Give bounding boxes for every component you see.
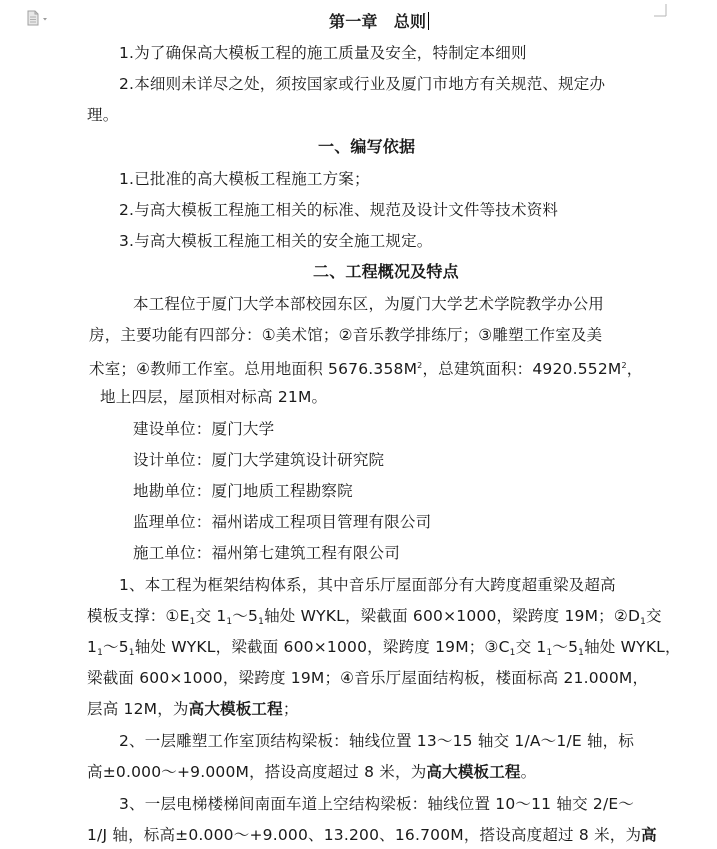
item-1-line-2: [87, 606, 662, 632]
overview-line-2: 房，主要功能有四部分：①美术馆；②音乐教学排练厅；③雕塑工作室及美: [89, 326, 603, 344]
chapter-title: [329, 12, 429, 32]
overview-land-area: 术室；④教师工作室。总用地面积 5676.358M: [89, 360, 418, 378]
punctuation: 。: [520, 763, 537, 781]
chapter-title-text: 第一章 总则: [329, 12, 427, 31]
unit-contractor: [133, 543, 400, 563]
subscript: 1: [546, 648, 553, 658]
unit-name: 厦门地质工程勘察院: [211, 482, 353, 500]
item-1-line-1: 1、本工程为框架结构体系，其中音乐厅屋面部分有大跨度超重梁及超高: [119, 576, 616, 594]
subscript: 1: [128, 648, 135, 658]
margin-corner-mark: [652, 2, 670, 20]
subscript: 1: [189, 617, 196, 627]
unit-role: 建设单位：: [133, 420, 212, 438]
unit-name: 福州诺成工程项目管理有限公司: [211, 513, 432, 531]
unit-design: [133, 450, 384, 470]
superscript: 2: [621, 361, 627, 370]
subscript: 1: [97, 648, 103, 658]
unit-construction-owner: [133, 419, 274, 439]
text-run: 层高 12M，为: [87, 700, 189, 718]
subscript: 1: [509, 648, 516, 658]
unit-survey: [133, 481, 353, 501]
text-run: ～5: [232, 607, 259, 625]
unit-role: 施工单位：: [133, 544, 212, 562]
unit-role: 地勘单位：: [133, 482, 212, 500]
paragraph-2-line-1: 2.本细则未详尽之处，须按国家或行业及厦门市地方有关规范、规定办: [119, 75, 606, 93]
item-2-line-2: [87, 762, 536, 782]
emphasis-text: 高: [641, 826, 657, 844]
emphasis-text: 高大模板工程: [426, 763, 521, 781]
unit-role: 设计单位：: [133, 451, 212, 469]
overview-line-1: 本工程位于厦门大学本部校园东区，为厦门大学艺术学院教学办公用: [133, 295, 605, 313]
item-1-line-4: 梁截面 600×1000，梁跨度 19M；④音乐厅屋面结构板，楼面标高 21.000M，: [87, 669, 649, 687]
item-3-line-2: [87, 825, 657, 845]
text-cursor: [428, 12, 429, 30]
text-run: 交 1: [515, 638, 547, 656]
overview-line-3: [89, 356, 643, 379]
subscript: 1: [226, 617, 233, 627]
basis-item-1: 1.已批准的高大模板工程施工方案；: [119, 170, 370, 188]
unit-name: 福州第七建筑工程有限公司: [211, 544, 400, 562]
text-run: 轴处 WYKL，: [584, 638, 681, 656]
text-run: 模板支撑：①E: [87, 607, 190, 625]
subscript: 1: [578, 648, 585, 658]
unit-name: 厦门大学建筑设计研究院: [211, 451, 385, 469]
text-run: ～5: [552, 638, 579, 656]
text-run: 交 1: [195, 607, 227, 625]
text-run: 1/J 轴，标高±0.000～+9.000、13.200、16.700M，搭设高度超过 8 米，为: [87, 826, 642, 844]
punctuation: ，: [626, 360, 643, 378]
item-1-line-5: [87, 699, 299, 719]
text-run: 高±0.000～+9.000M，搭设高度超过 8 米，为: [87, 763, 427, 781]
subscript: 1: [640, 617, 647, 627]
text-run: 轴处 WYKL，梁截面 600×1000，梁跨度 19M；②D: [264, 607, 641, 625]
item-1-line-3: [87, 637, 681, 663]
emphasis-text: 高大模板工程: [188, 700, 283, 718]
overview-line-4: 地上四层，屋顶相对标高 21M。: [100, 388, 328, 406]
unit-supervision: [133, 512, 431, 532]
overview-building-area: ，总建筑面积：4920.552M: [422, 360, 622, 378]
document-icon[interactable]: [26, 10, 50, 26]
section-heading-basis: 一、编写依据: [318, 137, 416, 156]
text-run: 轴处 WYKL，梁截面 600×1000，梁跨度 19M；③C: [134, 638, 510, 656]
unit-role: 监理单位：: [133, 513, 212, 531]
basis-item-2: 2.与高大模板工程施工相关的标准、规范及设计文件等技术资料: [119, 201, 559, 219]
paragraph-2-line-2: 理。: [87, 106, 119, 124]
text-run: 交: [646, 607, 662, 625]
paragraph-1: 1.为了确保高大模板工程的施工质量及安全，特制定本细则: [119, 44, 527, 62]
superscript: 2: [417, 361, 423, 370]
subscript: 1: [258, 617, 265, 627]
text-run: 1: [87, 638, 98, 656]
item-3-line-1: 3、一层电梯楼梯间南面车道上空结构梁板：轴线位置 10～11 轴交 2/E～: [119, 795, 635, 813]
item-2-line-1: 2、一层雕塑工作室顶结构梁板：轴线位置 13～15 轴交 1/A～1/E 轴，标: [119, 732, 635, 750]
document-icon-graphic: [26, 10, 50, 26]
section-heading-overview: 二、工程概况及特点: [313, 262, 459, 281]
unit-name: 厦门大学: [211, 420, 275, 438]
punctuation: ；: [282, 700, 299, 718]
basis-item-3: 3.与高大模板工程施工相关的安全施工规定。: [119, 232, 433, 250]
text-run: ～5: [103, 638, 129, 656]
